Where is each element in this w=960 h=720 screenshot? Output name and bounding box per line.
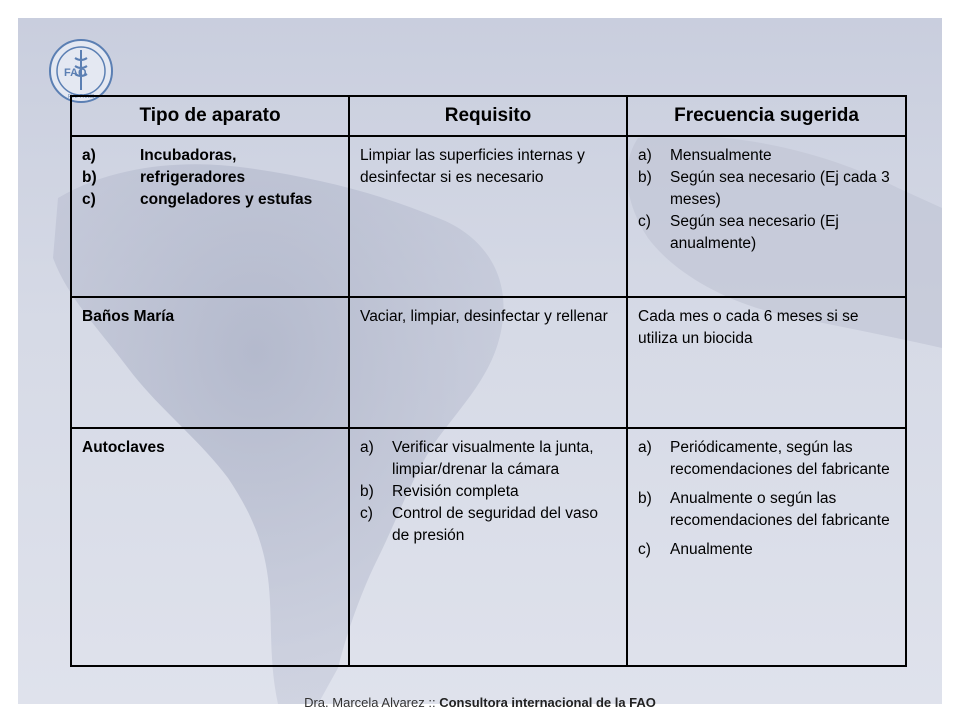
logo-motto: FIAT PANIS [68,94,95,100]
list-item [82,167,340,189]
cell-requisito [349,428,627,666]
list-spacer [638,481,897,488]
list-text: Anualmente o según las recomendaciones del fabricante [670,489,890,529]
list-marker: c) [82,191,96,208]
table-row [71,297,906,428]
cell-tipo: Baños María [71,297,349,428]
list-item [638,488,897,532]
list-marker: a) [360,438,374,456]
list-item [638,539,897,561]
list-marker: a) [638,147,652,164]
list-text: Según sea necesario (Ej anualmente) [670,213,839,252]
list-marker: c) [638,540,651,558]
list-text: Anualmente [670,540,753,558]
cell-tipo: Autoclaves [71,428,349,666]
logo-text: FAO [64,67,87,79]
list-marker: b) [638,489,652,507]
list-marker: a) [82,147,96,164]
list-item [638,167,897,211]
list-text: Periódicamente, según las recomendaciones del fabricante [670,438,890,478]
cell-frecuencia [627,428,906,666]
footer-author: Dra. Marcela Alvarez :: [304,695,440,710]
list-item [82,189,340,211]
table-row [71,136,906,297]
list-item [360,481,618,503]
requirement-list [360,437,618,547]
cell-frecuencia: Cada mes o cada 6 meses si se utiliza un biocida [627,297,906,428]
equipment-list [82,145,340,211]
header-tipo: Tipo de aparato [71,96,349,136]
list-text: congeladores y estufas [140,191,313,208]
cell-frecuencia [627,136,906,297]
list-marker: b) [360,482,374,500]
list-marker: a) [638,438,652,456]
list-marker: c) [638,213,651,230]
frequency-list [638,437,897,561]
list-spacer [638,532,897,539]
list-item [360,437,618,481]
cell-tipo [71,136,349,297]
list-item [638,211,897,255]
list-marker: b) [82,169,97,186]
list-marker: b) [638,169,652,186]
header-frecuencia: Frecuencia sugerida [627,96,906,136]
footer-credit [0,695,960,710]
header-requisito: Requisito [349,96,627,136]
table-header-row [71,96,906,136]
footer-role: Consultora internacional de la FAO [439,695,656,710]
list-text: Revisión completa [392,482,519,500]
cell-requisito: Vaciar, limpiar, desinfectar y rellenar [349,297,627,428]
table-row [71,428,906,666]
list-item [638,145,897,167]
list-text: Incubadoras, [140,147,237,164]
list-text: refrigeradores [140,169,246,186]
list-marker: c) [360,504,373,522]
list-item [360,503,618,547]
list-item [82,145,340,167]
equipment-cleaning-table [70,95,907,667]
cell-requisito: Limpiar las superficies internas y desinfectar si es necesario [349,136,627,297]
list-text: Mensualmente [670,147,772,164]
list-text: Según sea necesario (Ej cada 3 meses) [670,169,890,208]
list-text: Control de seguridad del vaso de presión [392,504,598,544]
list-item [638,437,897,481]
frequency-list [638,145,897,255]
list-text: Verificar visualmente la junta, limpiar/drenar la cámara [392,438,594,478]
